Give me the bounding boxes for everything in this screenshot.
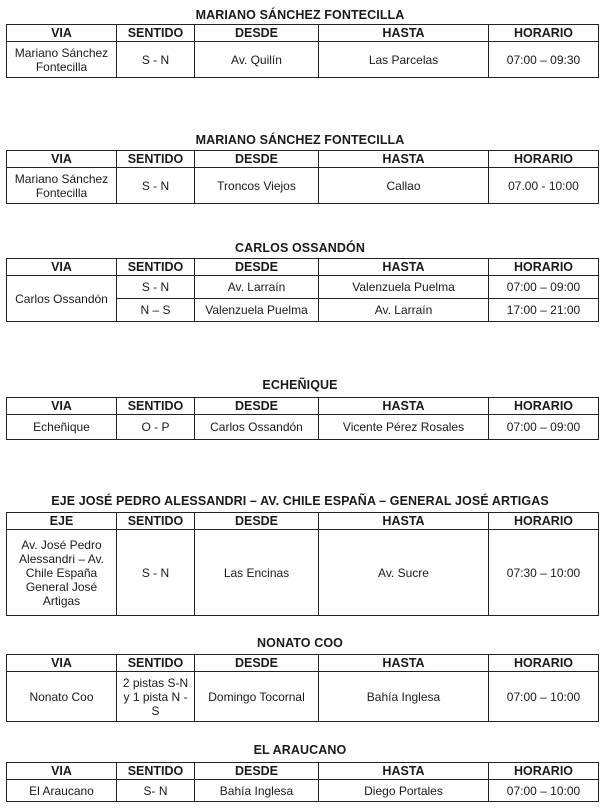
cell-sentido: S - N: [117, 168, 195, 204]
header-sentido: SENTIDO: [117, 398, 195, 415]
section-title: ECHEÑIQUE: [262, 378, 338, 392]
header-hasta: HASTA: [319, 25, 489, 42]
schedule-table: [6, 762, 599, 802]
header-via: VIA: [7, 25, 117, 42]
cell-horario: 07:00 – 09:30: [489, 42, 599, 78]
cell-horario: 07:00 – 09:00: [489, 415, 599, 440]
cell-horario: 17:00 – 21:00: [489, 299, 599, 322]
section-title: NONATO COO: [257, 636, 343, 650]
header-via: VIA: [7, 398, 117, 415]
cell-desde: Valenzuela Puelma: [195, 299, 319, 322]
header-hasta: HASTA: [319, 398, 489, 415]
section-title: MARIANO SÁNCHEZ FONTECILLA: [195, 8, 405, 22]
table-row: [7, 672, 599, 722]
header-desde: DESDE: [195, 25, 319, 42]
cell-hasta: Av. Sucre: [319, 530, 489, 616]
cell-hasta: Callao: [319, 168, 489, 204]
header-desde: DESDE: [195, 763, 319, 780]
cell-via: Mariano Sánchez Fontecilla: [7, 168, 117, 204]
header-horario: HORARIO: [489, 151, 599, 168]
header-hasta: HASTA: [319, 259, 489, 276]
header-horario: HORARIO: [489, 25, 599, 42]
table-row: [7, 168, 599, 204]
cell-horario: 07:00 – 10:00: [489, 780, 599, 802]
section-title: CARLOS OSSANDÓN: [235, 241, 365, 255]
section-title: EL ARAUCANO: [253, 743, 347, 757]
header-eje: EJE: [7, 513, 117, 530]
cell-desde: Domingo Tocornal: [195, 672, 319, 722]
cell-horario: 07.00 - 10:00: [489, 168, 599, 204]
header-desde: DESDE: [195, 151, 319, 168]
header-desde: DESDE: [195, 513, 319, 530]
cell-via: El Araucano: [7, 780, 117, 802]
cell-horario: 07:30 – 10:00: [489, 530, 599, 616]
header-sentido: SENTIDO: [117, 25, 195, 42]
header-horario: HORARIO: [489, 259, 599, 276]
header-via: VIA: [7, 655, 117, 672]
cell-sentido: N – S: [117, 299, 195, 322]
header-hasta: HASTA: [319, 763, 489, 780]
cell-sentido: S - N: [117, 276, 195, 299]
cell-sentido: S- N: [117, 780, 195, 802]
cell-horario: 07:00 – 09:00: [489, 276, 599, 299]
cell-hasta: Vicente Pérez Rosales: [319, 415, 489, 440]
cell-desde: Bahía Inglesa: [195, 780, 319, 802]
cell-via: Mariano Sánchez Fontecilla: [7, 42, 117, 78]
table-row: [7, 415, 599, 440]
cell-via: Carlos Ossandón: [7, 276, 117, 322]
header-hasta: HASTA: [319, 151, 489, 168]
header-horario: HORARIO: [489, 655, 599, 672]
header-desde: DESDE: [195, 398, 319, 415]
schedule-table: [6, 397, 599, 440]
header-horario: HORARIO: [489, 513, 599, 530]
schedule-table: [6, 654, 599, 722]
header-sentido: SENTIDO: [117, 151, 195, 168]
header-horario: HORARIO: [489, 763, 599, 780]
cell-desde: Troncos Viejos: [195, 168, 319, 204]
cell-via: Av. José Pedro Alessandri – Av. Chile España General José Artigas: [7, 530, 117, 616]
cell-hasta: Las Parcelas: [319, 42, 489, 78]
section-title: EJE JOSÉ PEDRO ALESSANDRI – AV. CHILE ESPAÑA – GENERAL JOSÉ ARTIGAS: [51, 494, 549, 508]
header-via: VIA: [7, 259, 117, 276]
table-row: [7, 530, 599, 616]
cell-desde: Av. Quilín: [195, 42, 319, 78]
schedule-table: [6, 24, 599, 78]
cell-hasta: Diego Portales: [319, 780, 489, 802]
cell-desde: Carlos Ossandón: [195, 415, 319, 440]
cell-desde: Av. Larraín: [195, 276, 319, 299]
table-row: [7, 276, 599, 299]
header-hasta: HASTA: [319, 655, 489, 672]
cell-hasta: Valenzuela Puelma: [319, 276, 489, 299]
cell-sentido: 2 pistas S-N y 1 pista N - S: [117, 672, 195, 722]
cell-desde: Las Encinas: [195, 530, 319, 616]
schedule-table: [6, 258, 599, 322]
header-sentido: SENTIDO: [117, 763, 195, 780]
header-desde: DESDE: [195, 259, 319, 276]
schedule-table: [6, 512, 599, 616]
header-horario: HORARIO: [489, 398, 599, 415]
cell-hasta: Bahía Inglesa: [319, 672, 489, 722]
table-row: [7, 780, 599, 802]
cell-sentido: O - P: [117, 415, 195, 440]
table-row: [7, 42, 599, 78]
cell-hasta: Av. Larraín: [319, 299, 489, 322]
header-sentido: SENTIDO: [117, 513, 195, 530]
cell-via: Nonato Coo: [7, 672, 117, 722]
schedule-table: [6, 150, 599, 204]
cell-sentido: S - N: [117, 42, 195, 78]
header-desde: DESDE: [195, 655, 319, 672]
header-sentido: SENTIDO: [117, 259, 195, 276]
cell-sentido: S - N: [117, 530, 195, 616]
cell-via: Echeñique: [7, 415, 117, 440]
header-via: VIA: [7, 151, 117, 168]
section-title: MARIANO SÁNCHEZ FONTECILLA: [195, 133, 405, 147]
header-sentido: SENTIDO: [117, 655, 195, 672]
header-via: VIA: [7, 763, 117, 780]
cell-horario: 07:00 – 10:00: [489, 672, 599, 722]
header-hasta: HASTA: [319, 513, 489, 530]
